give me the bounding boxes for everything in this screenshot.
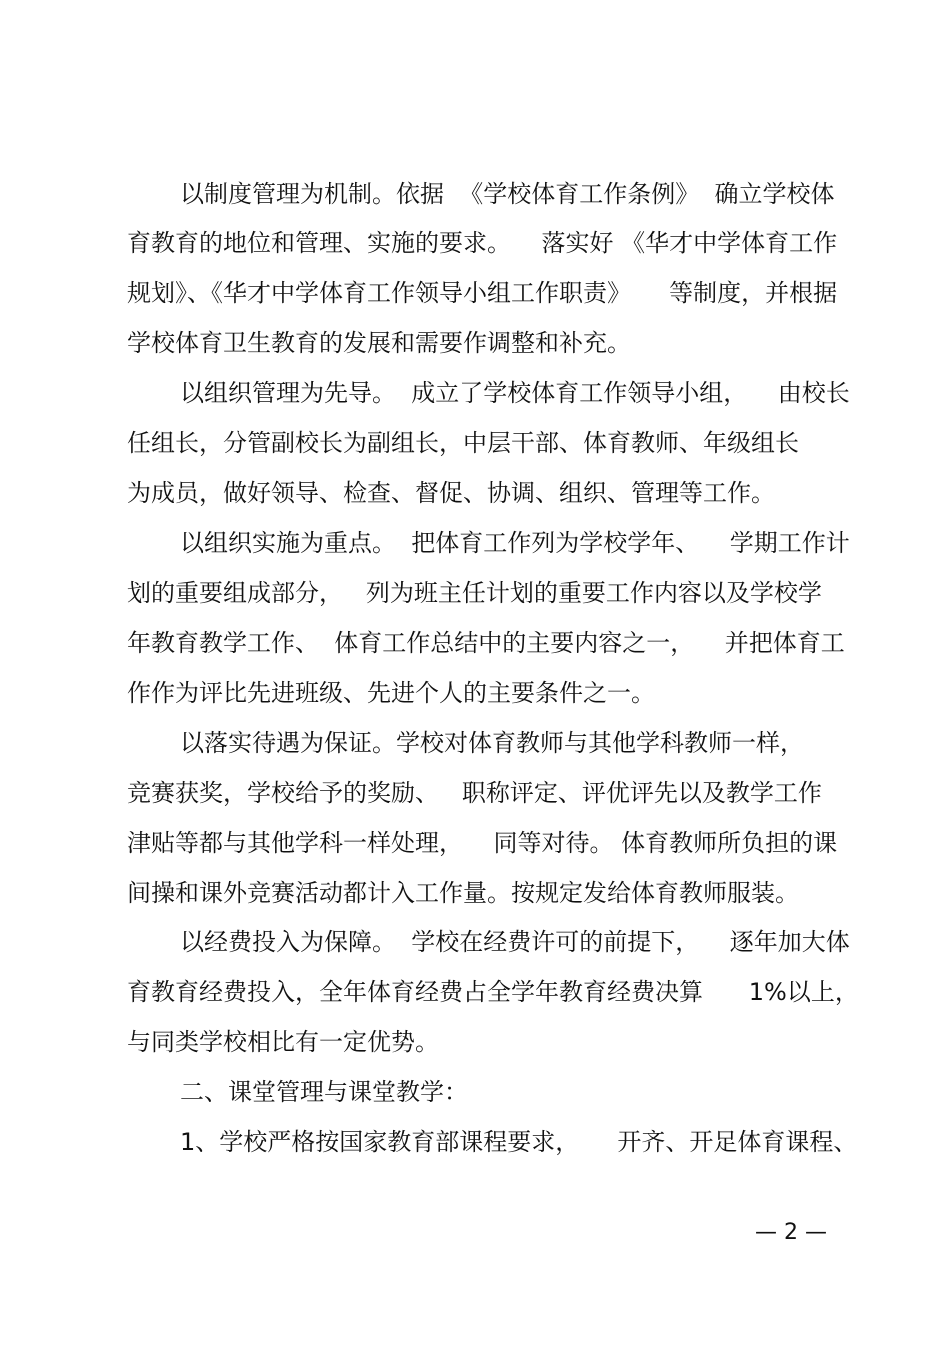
text-line-3: 规划》、《华才中学体育工作领导小组工作职责》 等制度，并根据: [127, 279, 838, 307]
text-line-13: 竞赛获奖，学校给予的奖励、 职称评定、评优评先以及教学工作: [127, 779, 822, 807]
section-heading: 二、课堂管理与课堂教学：: [180, 1078, 468, 1106]
text-line-12: 以落实待遇为保证。学校对体育教师与其他学科教师一样，: [180, 729, 804, 757]
text-line-10: 年教育教学工作、 体育工作总结中的主要内容之一， 并把体育工: [127, 629, 845, 657]
text-line-8: 以组织实施为重点。 把体育工作列为学校学年、 学期工作计: [180, 529, 850, 557]
text-line-18: 与同类学校相比有一定优势。: [127, 1028, 439, 1056]
text-line-5: 以组织管理为先导。 成立了学校体育工作领导小组， 由校长: [180, 379, 850, 407]
text-line-15: 间操和课外竞赛活动都计入工作量。按规定发给体育教师服装。: [127, 879, 799, 907]
text-line-4: 学校体育卫生教育的发展和需要作调整和补充。: [127, 329, 631, 357]
page-number: — 2 —: [755, 1220, 827, 1245]
text-line-6: 任组长，分管副校长为副组长，中层干部、体育教师、年级组长: [127, 429, 799, 457]
text-line-7: 为成员，做好领导、检查、督促、协调、组织、管理等工作。: [127, 479, 775, 507]
text-line-17: 育教育经费投入，全年体育经费占全学年教育经费决算 1%以上，: [127, 978, 859, 1006]
text-line-9: 划的重要组成部分， 列为班主任计划的重要工作内容以及学校学: [127, 579, 822, 607]
text-line-14: 津贴等都与其他学科一样处理， 同等对待。 体育教师所负担的课: [127, 829, 838, 857]
text-line-16: 以经费投入为保障。 学校在经费许可的前提下， 逐年加大体: [180, 928, 850, 956]
text-line-2: 育教育的地位和管理、实施的要求。 落实好 《华才中学体育工作: [127, 229, 838, 257]
text-line-1: 以制度管理为机制。依据 《学校体育工作条例》 确立学校体: [180, 180, 835, 208]
text-line-11: 作作为评比先进班级、先进个人的主要条件之一。: [127, 679, 655, 707]
text-line-20: 1、学校严格按国家教育部课程要求， 开齐、开足体育课程、: [180, 1128, 858, 1156]
